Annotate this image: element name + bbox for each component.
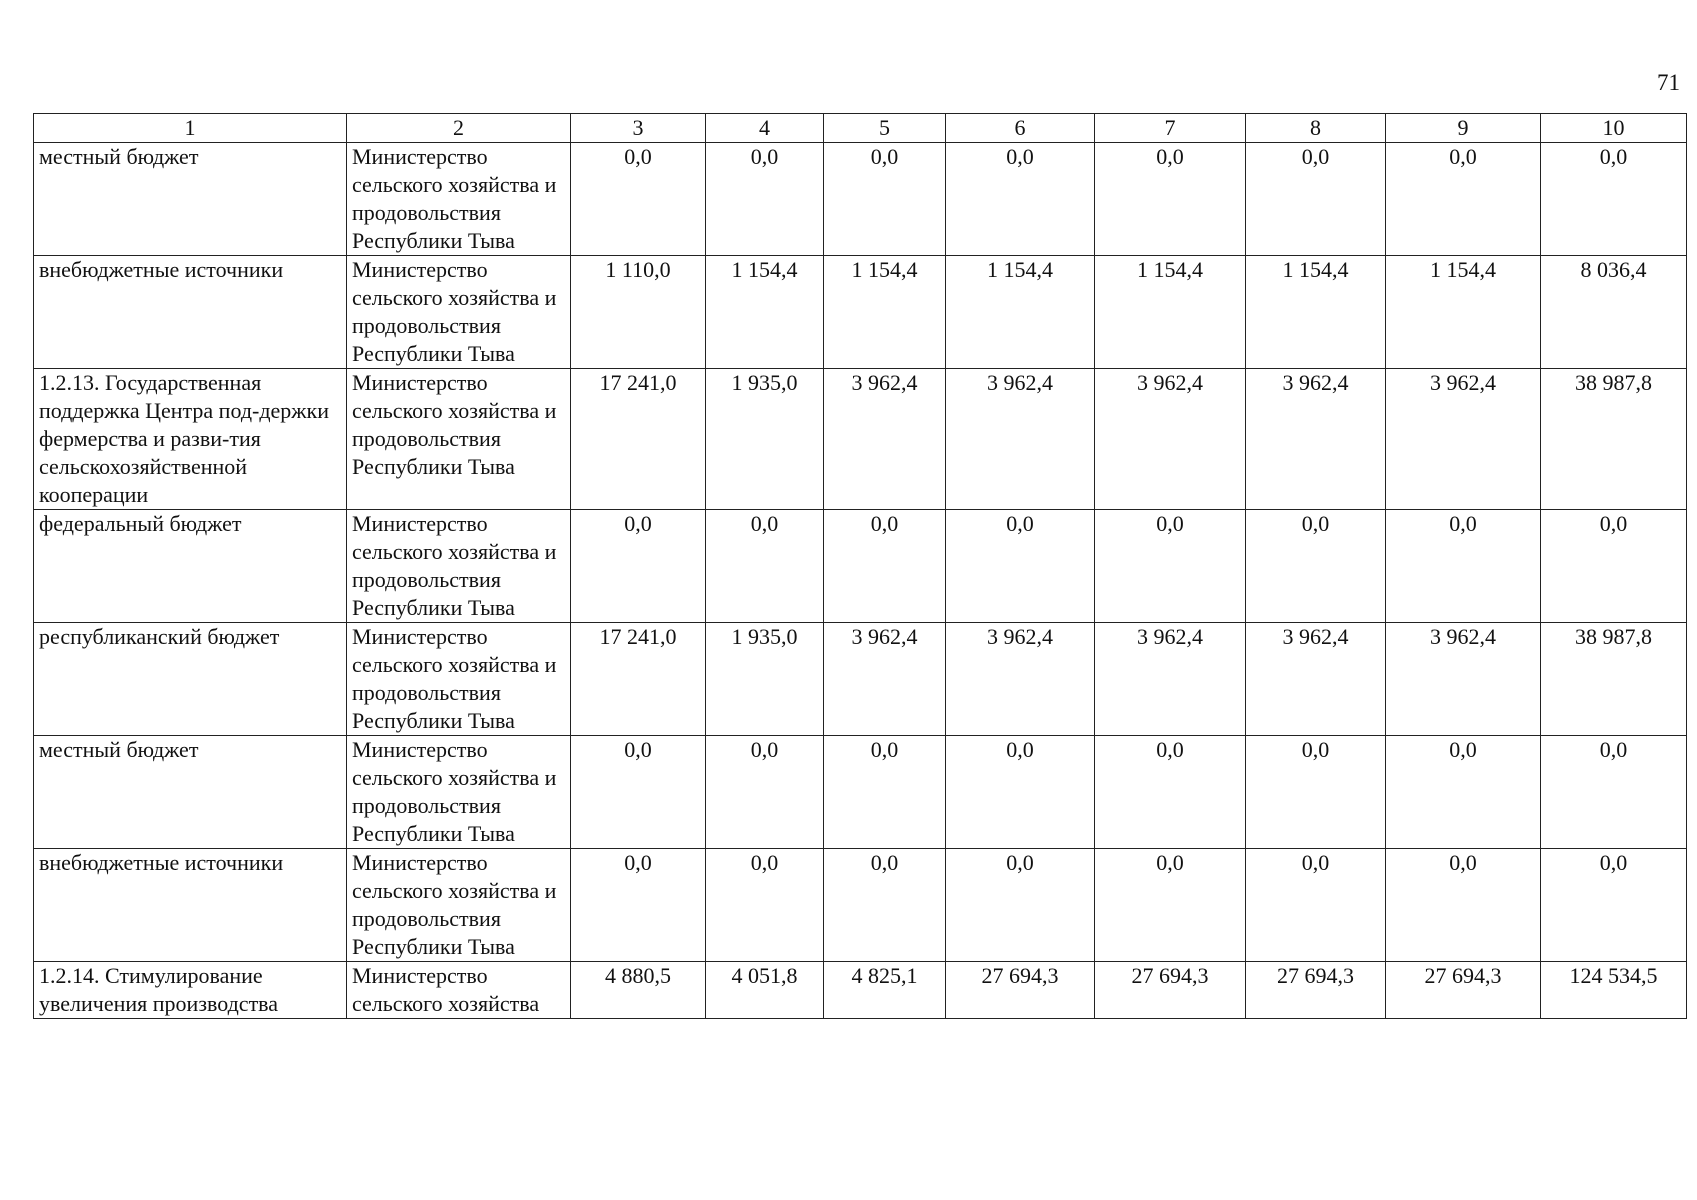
row-value: 0,0 (946, 510, 1095, 623)
row-value: 3 962,4 (824, 369, 946, 510)
row-value: 0,0 (1095, 849, 1246, 962)
row-value: 0,0 (1541, 736, 1687, 849)
row-value: 0,0 (1541, 849, 1687, 962)
row-value: 27 694,3 (946, 962, 1095, 1019)
row-value: 1 935,0 (706, 369, 824, 510)
row-value: 0,0 (824, 510, 946, 623)
row-value: 1 154,4 (824, 256, 946, 369)
row-value: 4 880,5 (571, 962, 706, 1019)
row-value: 0,0 (1386, 143, 1541, 256)
row-value: 0,0 (1386, 736, 1541, 849)
row-name: республиканский бюджет (34, 623, 347, 736)
row-value: 1 154,4 (706, 256, 824, 369)
row-value: 4 051,8 (706, 962, 824, 1019)
row-name: внебюджетные источники (34, 256, 347, 369)
row-value: 3 962,4 (1386, 369, 1541, 510)
row-value: 0,0 (706, 510, 824, 623)
row-value: 17 241,0 (571, 623, 706, 736)
row-value: 3 962,4 (946, 623, 1095, 736)
row-value: 0,0 (706, 849, 824, 962)
row-value: 38 987,8 (1541, 369, 1687, 510)
row-value: 0,0 (571, 510, 706, 623)
table-row (34, 736, 1687, 849)
row-value: 0,0 (1246, 510, 1386, 623)
row-value: 27 694,3 (1095, 962, 1246, 1019)
row-value: 1 154,4 (946, 256, 1095, 369)
row-value: 0,0 (1095, 510, 1246, 623)
row-value: 0,0 (1095, 143, 1246, 256)
row-value: 0,0 (706, 143, 824, 256)
row-value: 0,0 (1246, 143, 1386, 256)
row-value: 3 962,4 (1095, 369, 1246, 510)
row-value: 1 154,4 (1386, 256, 1541, 369)
column-header: 6 (946, 114, 1095, 143)
row-value: 0,0 (1246, 736, 1386, 849)
column-header: 7 (1095, 114, 1246, 143)
column-header: 9 (1386, 114, 1541, 143)
row-value: 3 962,4 (946, 369, 1095, 510)
row-name: 1.2.13. Государственная поддержка Центра под-держки фермерства и разви-тия сельскохозяйственной кооперации (34, 369, 347, 510)
row-value: 1 110,0 (571, 256, 706, 369)
row-executor: Министерство сельского хозяйства и продовольствия Республики Тыва (347, 510, 571, 623)
row-value: 38 987,8 (1541, 623, 1687, 736)
row-value: 0,0 (1246, 849, 1386, 962)
row-value: 3 962,4 (1246, 369, 1386, 510)
column-header: 4 (706, 114, 824, 143)
row-name: федеральный бюджет (34, 510, 347, 623)
row-value: 27 694,3 (1386, 962, 1541, 1019)
table-row (34, 256, 1687, 369)
column-header: 1 (34, 114, 347, 143)
column-header: 2 (347, 114, 571, 143)
column-header: 8 (1246, 114, 1386, 143)
row-value: 1 154,4 (1095, 256, 1246, 369)
table-row (34, 623, 1687, 736)
row-value: 0,0 (571, 736, 706, 849)
column-header: 10 (1541, 114, 1687, 143)
budget-table (33, 113, 1687, 1019)
row-value: 0,0 (1386, 510, 1541, 623)
row-value: 0,0 (706, 736, 824, 849)
row-executor: Министерство сельского хозяйства и продовольствия Республики Тыва (347, 369, 571, 510)
row-value: 0,0 (824, 736, 946, 849)
row-value: 3 962,4 (1386, 623, 1541, 736)
table-row (34, 369, 1687, 510)
row-value: 0,0 (1541, 510, 1687, 623)
row-value: 0,0 (946, 849, 1095, 962)
row-executor: Министерство сельского хозяйства (347, 962, 571, 1019)
row-value: 0,0 (946, 143, 1095, 256)
row-value: 0,0 (571, 143, 706, 256)
row-executor: Министерство сельского хозяйства и продовольствия Республики Тыва (347, 849, 571, 962)
column-header: 5 (824, 114, 946, 143)
row-executor: Министерство сельского хозяйства и продовольствия Республики Тыва (347, 736, 571, 849)
table-row (34, 849, 1687, 962)
row-executor: Министерство сельского хозяйства и продовольствия Республики Тыва (347, 256, 571, 369)
row-name: местный бюджет (34, 143, 347, 256)
row-executor: Министерство сельского хозяйства и продовольствия Республики Тыва (347, 623, 571, 736)
row-value: 3 962,4 (1246, 623, 1386, 736)
row-value: 27 694,3 (1246, 962, 1386, 1019)
row-value: 3 962,4 (824, 623, 946, 736)
row-value: 1 154,4 (1246, 256, 1386, 369)
row-value: 0,0 (946, 736, 1095, 849)
row-value: 3 962,4 (1095, 623, 1246, 736)
row-name: местный бюджет (34, 736, 347, 849)
row-value: 0,0 (1095, 736, 1246, 849)
table-row (34, 510, 1687, 623)
row-value: 124 534,5 (1541, 962, 1687, 1019)
row-executor: Министерство сельского хозяйства и продовольствия Республики Тыва (347, 143, 571, 256)
row-name: 1.2.14. Стимулирование увеличения производства (34, 962, 347, 1019)
row-value: 8 036,4 (1541, 256, 1687, 369)
row-value: 0,0 (1386, 849, 1541, 962)
row-value: 0,0 (1541, 143, 1687, 256)
row-value: 0,0 (571, 849, 706, 962)
column-header: 3 (571, 114, 706, 143)
header-row (34, 114, 1687, 143)
row-value: 0,0 (824, 849, 946, 962)
row-name: внебюджетные источники (34, 849, 347, 962)
table-row (34, 143, 1687, 256)
row-value: 17 241,0 (571, 369, 706, 510)
row-value: 4 825,1 (824, 962, 946, 1019)
table-row (34, 962, 1687, 1019)
row-value: 0,0 (824, 143, 946, 256)
row-value: 1 935,0 (706, 623, 824, 736)
page-number: 71 (1657, 70, 1680, 95)
